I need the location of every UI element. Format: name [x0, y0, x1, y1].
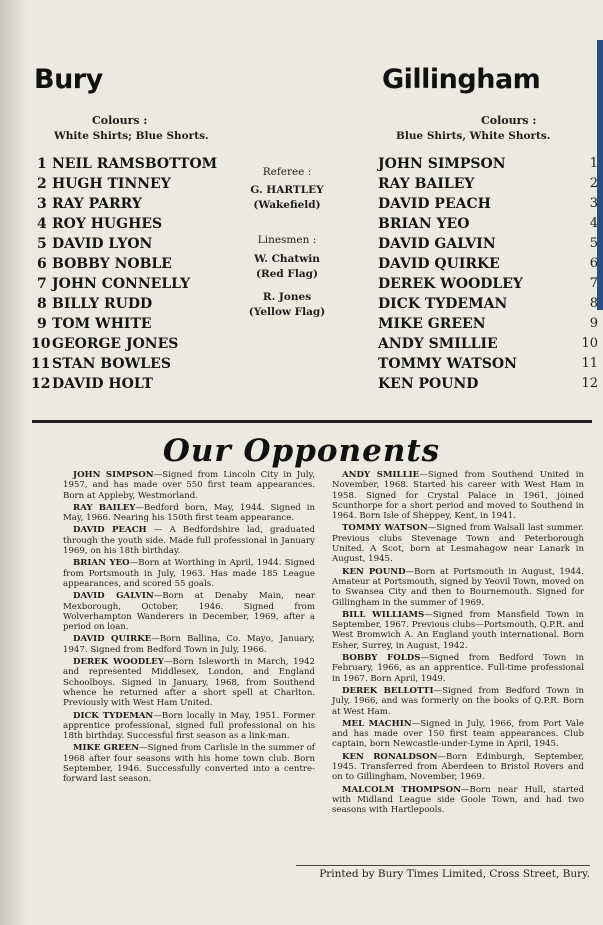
away-player-row: [378, 154, 506, 174]
player-bio: [332, 470, 584, 521]
away-player-row: [378, 194, 491, 214]
bio-player-name: TOMMY WATSON: [342, 523, 428, 534]
player-name: NEIL RAMSBOTTOM: [52, 156, 218, 172]
bio-player-name: DEREK BELLOTTI: [342, 685, 434, 696]
player-bio: [63, 503, 315, 524]
home-team-name: Bury: [34, 64, 103, 95]
player-number: 5: [589, 236, 598, 251]
player-number: 9: [589, 316, 598, 331]
bio-player-name: DICK TYDEMAN: [73, 710, 154, 721]
player-number: 4: [589, 216, 598, 231]
player-name: RAY PARRY: [52, 196, 142, 212]
bio-player-name: KEN RONALDSON: [342, 751, 438, 762]
player-bio: [332, 719, 584, 750]
bio-text: —Born Isleworth in March, 1942 and represented Middlesex, London, and England Schoolboys. Signed in January, 1968, from Southend whence he returned after a short spell at Charlton. Previously with West Ham United.: [63, 657, 315, 709]
player-bio: [63, 558, 315, 589]
away-player-row: [378, 214, 469, 234]
away-player-row: [378, 334, 498, 354]
referee-town: (Wakefield): [253, 199, 321, 211]
player-bio: [332, 785, 584, 816]
player-name: STAN BOWLES: [52, 356, 171, 372]
player-number: 10: [581, 336, 598, 351]
home-player-row: [31, 334, 179, 354]
player-bio: [332, 653, 584, 684]
player-bio: [332, 752, 584, 783]
linesman-1-name: W. Chatwin: [254, 253, 320, 265]
bio-text: —Signed from Carlisle in the summer of 1968 after four seasons with his home town club. Born September, 1946. Successfully converted into a centre-forward last season.: [63, 743, 315, 785]
home-player-row: [31, 374, 153, 394]
linesman-1-flag: (Red Flag): [256, 268, 318, 280]
player-bio: [63, 470, 315, 501]
player-name: RAY BAILEY: [378, 176, 475, 192]
player-name: BILLY RUDD: [52, 296, 153, 312]
away-player-row: [378, 354, 517, 374]
bio-player-name: KEN POUND: [342, 566, 406, 577]
away-player-row: [378, 234, 496, 254]
opponents-bios-right: [332, 470, 584, 818]
player-bio: [332, 523, 584, 564]
bio-player-name: DAVID GALVIN: [73, 591, 154, 602]
bio-text: —Born Edinburgh, September, 1945. Transferred from Aberdeen to Bristol Rovers and on to Gillingham, November, 1969.: [332, 751, 584, 783]
home-player-row: [31, 354, 171, 374]
bio-player-name: MEL MACHIN: [342, 718, 412, 729]
player-name: BOBBY NOBLE: [52, 256, 172, 272]
bio-player-name: DAVID QUIRKE: [73, 634, 152, 645]
home-player-row: [37, 254, 172, 274]
home-player-row: [37, 314, 152, 334]
player-name: ANDY SMILLIE: [378, 336, 498, 352]
player-bio: [63, 525, 315, 556]
opponents-bios-left: [63, 470, 315, 787]
player-name: DAVID LYON: [52, 236, 153, 252]
away-player-row: [378, 374, 478, 394]
bio-text: —Signed from Lincoln City in July, 1957, and has made over 550 first team appearances. Born at Appleby, Westmorland.: [63, 470, 315, 501]
player-number: 6: [37, 256, 47, 272]
home-player-row: [37, 154, 217, 174]
player-name: KEN POUND: [378, 376, 479, 392]
bio-text: —Born at Denaby Main, near Mexborough, October, 1946. Signed from Wolverhampton Wanderers in December, 1969, after a period on loan.: [63, 591, 316, 633]
bio-player-name: RAY BAILEY: [73, 502, 136, 513]
bio-player-name: BOBBY FOLDS: [342, 653, 421, 664]
player-name: DAVID QUIRKE: [378, 256, 500, 272]
bio-text: —Signed in July, 1966, from Port Vale and has made over 150 first team appearances. Club captain, born Newcastle-under-Lyme in April, 1945.: [332, 718, 584, 750]
player-name: DEREK WOODLEY: [378, 276, 523, 292]
player-name: GEORGE JONES: [52, 336, 179, 352]
away-colours-label: Colours :: [481, 114, 537, 127]
player-number: 7: [37, 276, 47, 292]
bio-text: —Signed from Walsall last summer. Previous clubs Stevenage Town and Peterborough United. A Scot, born at Lesmahagow near Lanark in August, 1945.: [332, 523, 584, 565]
bio-text: — A Bedfordshire lad, graduated through the youth side. Made full professional in January 1969, on his 18th birthday.: [63, 525, 315, 557]
player-name: ROY HUGHES: [52, 216, 163, 232]
referee-name: G. HARTLEY: [250, 184, 324, 196]
player-number: 1: [37, 156, 47, 172]
player-number: 9: [37, 316, 47, 332]
away-colours: Blue Shirts, White Shorts.: [396, 130, 551, 142]
bio-player-name: BILL WILLIAMS: [342, 609, 425, 620]
bio-text: —Bedford born, May, 1944. Signed in May, 1966. Nearing his 150th first team appearance.: [63, 502, 315, 524]
player-number: 3: [589, 196, 598, 211]
bio-text: —Born Ballina, Co. Mayo, January, 1947. Signed from Bedford Town in July, 1966.: [63, 634, 315, 655]
bio-text: —Born near Hull, started with Midland League side Goole Town, and had two seasons with Hartlepools.: [332, 784, 584, 816]
player-bio: [63, 657, 315, 708]
player-number: 2: [589, 176, 598, 191]
referee-label: Referee :: [262, 166, 312, 178]
player-bio: [63, 711, 315, 742]
linesman-2-name: R. Jones: [262, 291, 312, 303]
home-player-row: [37, 294, 152, 314]
player-number: 2: [37, 176, 47, 192]
player-name: DAVID GALVIN: [378, 236, 496, 252]
home-player-row: [37, 174, 171, 194]
bio-player-name: MIKE GREEN: [73, 743, 140, 754]
player-name: DAVID HOLT: [52, 376, 153, 392]
player-bio: [332, 686, 584, 717]
bio-text: —Born at Worthing in April, 1944. Signed from Portsmouth in July, 1963. Has made 185 League appearances, and scored 55 goals.: [63, 558, 315, 589]
bio-text: —Born at Portsmouth in August, 1944. Amateur at Portsmouth, signed by Yeovil Town, moved on to Swansea City and then to Bournemouth. Signed for Gillingham in the summer of 1969.: [332, 566, 584, 608]
bio-text: —Signed from Southend United in November, 1968. Started his career with West Ham in 1958. Signed for Crystal Palace in 1961, joined Scunthorpe for a short period and moved to Southend in 1964. Born Isle of Sheppey, Kent, in 1941.: [332, 470, 585, 522]
away-team-name: Gillingham: [382, 64, 541, 95]
player-number: 10: [31, 336, 51, 352]
player-name: MIKE GREEN: [378, 316, 486, 332]
home-player-row: [37, 214, 162, 234]
player-name: TOM WHITE: [52, 316, 152, 332]
player-name: DAVID PEACH: [378, 196, 491, 212]
linesmen-label: Linesmen :: [257, 234, 317, 246]
player-bio: [63, 591, 315, 632]
linesman-2-flag: (Yellow Flag): [248, 306, 326, 318]
away-player-row: [378, 254, 500, 274]
player-bio: [332, 567, 584, 608]
player-number: 7: [589, 276, 598, 291]
player-bio: [332, 610, 584, 651]
home-player-row: [37, 194, 142, 214]
player-number: 6: [589, 256, 598, 271]
player-number: 11: [31, 356, 51, 372]
bio-player-name: BRIAN YEO: [73, 558, 130, 569]
printer-rule: [296, 865, 590, 866]
player-name: DICK TYDEMAN: [378, 296, 508, 312]
bio-text: —Signed from Bedford Town in February, 1966, as an apprentice. Full-time professional in 1967. Born April, 1949.: [332, 653, 585, 684]
away-player-row: [378, 174, 474, 194]
player-number: 4: [37, 216, 47, 232]
player-number: 5: [37, 236, 47, 252]
player-number: 12: [581, 376, 598, 391]
player-name: HUGH TINNEY: [52, 176, 171, 192]
home-colours-label: Colours :: [92, 114, 148, 127]
bio-player-name: DAVID PEACH: [73, 525, 147, 536]
player-bio: [63, 634, 315, 655]
player-name: BRIAN YEO: [378, 216, 470, 232]
bio-text: —Signed from Mansfield Town in September, 1967. Previous clubs—Portsmouth, Q.P.R. and West Bromwich A. An England youth international. Born Esher, Surrey, in August, 1942.: [332, 609, 584, 651]
player-number: 8: [37, 296, 47, 312]
home-colours: White Shirts; Blue Shorts.: [54, 130, 209, 142]
home-player-row: [37, 234, 152, 254]
away-player-row: [378, 274, 523, 294]
bio-player-name: DEREK WOODLEY: [73, 657, 164, 668]
home-player-row: [37, 274, 190, 294]
printer-credit: Printed by Bury Times Limited, Cross Street, Bury.: [319, 868, 590, 880]
away-player-row: [378, 294, 507, 314]
player-name: JOHN CONNELLY: [52, 276, 191, 292]
player-number: 3: [37, 196, 47, 212]
player-name: JOHN SIMPSON: [378, 156, 506, 172]
opponents-title: Our Opponents: [162, 433, 441, 469]
bio-text: —Born locally in May, 1951. Former apprentice professional, signed full professional on his 18th birthday. Successful first season as a link-man.: [63, 710, 316, 742]
player-number: 11: [581, 356, 598, 371]
away-player-row: [378, 314, 486, 334]
bio-text: —Signed from Bedford Town in July, 1966, and was formerly on the books of Q.P.R. Born at West Ham.: [332, 685, 584, 717]
player-number: 12: [31, 376, 51, 392]
player-bio: [63, 743, 315, 784]
player-number: 8: [589, 296, 598, 311]
player-name: TOMMY WATSON: [378, 356, 517, 372]
bio-player-name: JOHN SIMPSON: [73, 470, 154, 480]
bio-player-name: MALCOLM THOMPSON: [342, 784, 461, 795]
bio-player-name: ANDY SMILLIE: [342, 470, 420, 480]
player-number: 1: [589, 156, 598, 171]
section-divider: [32, 420, 592, 423]
